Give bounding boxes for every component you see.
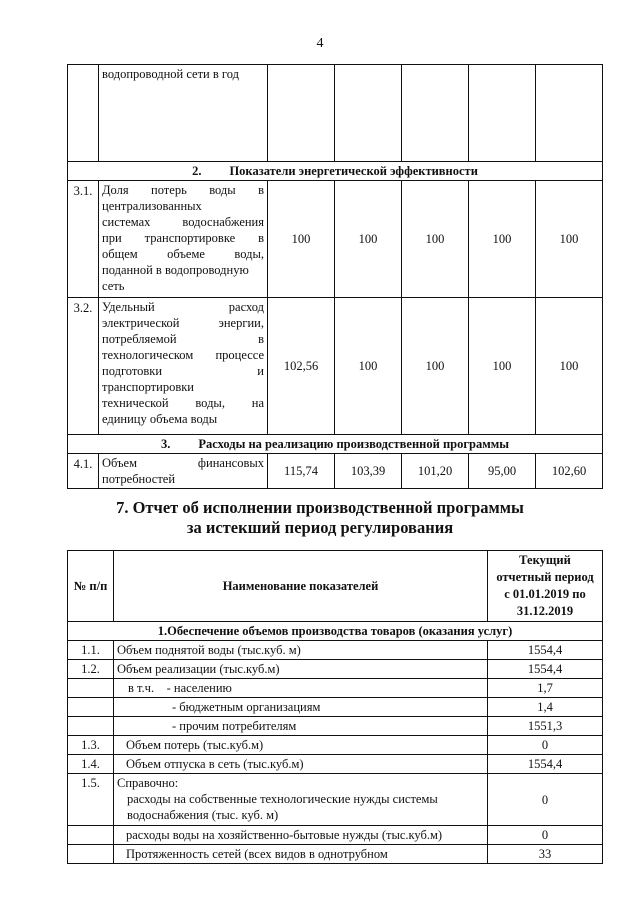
row-number — [68, 826, 114, 845]
row-name: Справочно: расходы на собственные технологические нужды системы водоснабжения (тыс. куб. м) — [114, 774, 488, 826]
table-row — [68, 826, 603, 845]
row-number: 1.3. — [68, 736, 114, 755]
value-cell: 103,39 — [335, 454, 402, 489]
table-row — [68, 660, 603, 679]
value-cell: 115,74 — [268, 454, 335, 489]
header-row — [68, 551, 603, 622]
row-number — [68, 65, 99, 162]
value-cell: 1551,3 — [488, 717, 603, 736]
value-cell: 100 — [469, 298, 536, 435]
value-cell: 33 — [488, 845, 603, 864]
table-row — [68, 736, 603, 755]
section-row — [68, 162, 603, 181]
section-title: 1.Обеспечение объемов производства товаров (оказания услуг) — [68, 622, 603, 641]
table-row — [68, 679, 603, 698]
row-name: Объем отпуска в сеть (тыс.куб.м) — [114, 755, 488, 774]
table-row — [68, 774, 603, 826]
table-row — [68, 65, 603, 162]
row-name: Объем реализации (тыс.куб.м) — [114, 660, 488, 679]
table-row — [68, 698, 603, 717]
page-number: 4 — [316, 36, 324, 51]
value-cell: 100 — [335, 181, 402, 298]
row-name: Удельный расход электрической энергии, потребляемой в технологическом процессе подготовки и транспортировки технической воды, на единицу объема воды — [99, 298, 268, 435]
table-row — [68, 717, 603, 736]
row-number: 4.1. — [68, 454, 99, 489]
value-cell: 100 — [268, 181, 335, 298]
row-name: Протяженность сетей (всех видов в однотрубном — [114, 845, 488, 864]
value-cell: 100 — [402, 181, 469, 298]
value-cell: 1554,4 — [488, 755, 603, 774]
row-name: - бюджетным организациям — [114, 698, 488, 717]
value-cell: 0 — [488, 826, 603, 845]
table-row — [68, 298, 603, 435]
row-number: 3.2. — [68, 298, 99, 435]
section-title: 2. Показатели энергетической эффективности — [68, 162, 603, 181]
row-number — [68, 845, 114, 864]
row-name: расходы воды на хозяйственно-бытовые нужды (тыс.куб.м) — [114, 826, 488, 845]
table-row — [68, 454, 603, 489]
row-number: 1.4. — [68, 755, 114, 774]
row-number — [68, 679, 114, 698]
col-name-header: Наименование показателей — [114, 551, 488, 622]
col-number-header: № п/п — [68, 551, 114, 622]
value-cell: 1554,4 — [488, 641, 603, 660]
table-row — [68, 641, 603, 660]
row-number: 1.1. — [68, 641, 114, 660]
row-name: Объем финансовых потребностей — [99, 454, 268, 489]
value-cell: 100 — [335, 298, 402, 435]
report-table — [67, 550, 603, 864]
section-row — [68, 435, 603, 454]
value-cell: 100 — [402, 298, 469, 435]
indicators-table — [67, 64, 603, 489]
table-row — [68, 755, 603, 774]
value-cell: 100 — [536, 181, 603, 298]
section-title: 3. Расходы на реализацию производственной программы — [68, 435, 603, 454]
value-cell: 102,60 — [536, 454, 603, 489]
section-row — [68, 622, 603, 641]
value-cell: 102,56 — [268, 298, 335, 435]
value-cell: 1,7 — [488, 679, 603, 698]
row-name: Объем поднятой воды (тыс.куб. м) — [114, 641, 488, 660]
row-name: Объем потерь (тыс.куб.м) — [114, 736, 488, 755]
value-cell: 1554,4 — [488, 660, 603, 679]
section-heading: 7. Отчет об исполнении производственной программы за истекший период регулирования — [116, 498, 524, 537]
col-period-header: Текущий отчетный период с 01.01.2019 по 31.12.2019 — [488, 551, 603, 622]
row-name: водопроводной сети в год — [99, 65, 268, 162]
table-row — [68, 181, 603, 298]
value-cell: 101,20 — [402, 454, 469, 489]
value-cell: 1,4 — [488, 698, 603, 717]
row-number — [68, 717, 114, 736]
row-name: в т.ч. - населению — [114, 679, 488, 698]
row-name: Доля потерь воды в централизованных системах водоснабжения при транспортировке в общем объеме воды, поданной в водопроводную сеть — [99, 181, 268, 298]
row-number: 3.1. — [68, 181, 99, 298]
row-number: 1.2. — [68, 660, 114, 679]
table-row — [68, 845, 603, 864]
value-cell: 95,00 — [469, 454, 536, 489]
value-cell: 0 — [488, 774, 603, 826]
row-name: - прочим потребителям — [114, 717, 488, 736]
row-number: 1.5. — [68, 774, 114, 826]
value-cell: 0 — [488, 736, 603, 755]
row-number — [68, 698, 114, 717]
value-cell: 100 — [469, 181, 536, 298]
value-cell: 100 — [536, 298, 603, 435]
